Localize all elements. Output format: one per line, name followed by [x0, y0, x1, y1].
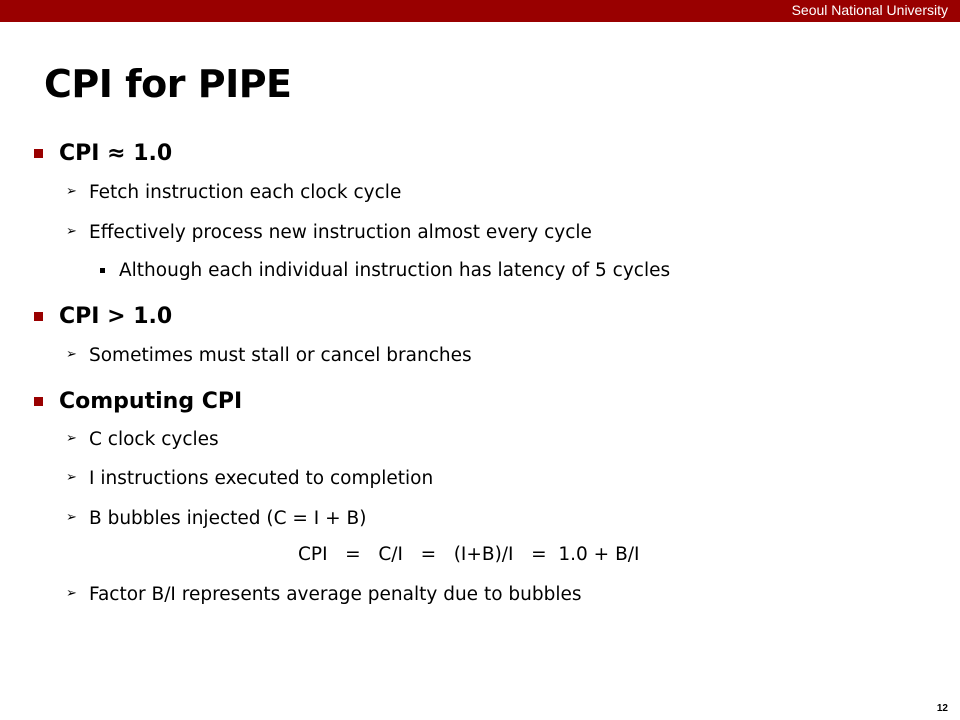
- arrow-bullet-icon: ➢: [66, 224, 77, 239]
- square-bullet-icon: [34, 312, 43, 321]
- bullet-text: Although each individual instruction has latency of 5 cycles: [119, 260, 671, 281]
- bullet-level3: [100, 258, 670, 284]
- bullet-level1: [34, 387, 242, 417]
- bullet-text: CPI ≈ 1.0: [59, 141, 173, 166]
- square-bullet-icon: [34, 397, 43, 406]
- bullet-text: Computing CPI: [59, 389, 243, 414]
- square-bullet-icon: [34, 149, 43, 158]
- arrow-bullet-icon: ➢: [66, 510, 77, 525]
- bullet-text: Fetch instruction each clock cycle: [89, 182, 402, 203]
- bullet-level2: [66, 343, 472, 369]
- bullet-text: Sometimes must stall or cancel branches: [89, 345, 472, 366]
- organization-name: Seoul National University: [791, 2, 948, 18]
- cpi-formula: CPI = C/I = (I+B)/I = 1.0 + B/I: [298, 544, 640, 565]
- bullet-text: Effectively process new instruction almost every cycle: [89, 222, 592, 243]
- bullet-level2: [66, 466, 433, 492]
- arrow-bullet-icon: ➢: [66, 431, 77, 446]
- bullet-level2: [66, 180, 401, 206]
- bullet-level2: [66, 506, 366, 532]
- bullet-level2: [66, 220, 592, 246]
- slide-title: CPI for PIPE: [44, 62, 292, 106]
- bullet-text: I instructions executed to completion: [89, 468, 434, 489]
- arrow-bullet-icon: ➢: [66, 347, 77, 362]
- bullet-level1: [34, 302, 172, 332]
- arrow-bullet-icon: ➢: [66, 586, 77, 601]
- arrow-bullet-icon: ➢: [66, 184, 77, 199]
- page-number: 12: [936, 703, 948, 714]
- bullet-text: C clock cycles: [89, 429, 219, 450]
- bullet-level1: [34, 139, 172, 169]
- header-bar: [0, 0, 960, 22]
- small-square-bullet-icon: [100, 268, 105, 273]
- bullet-text: CPI > 1.0: [59, 304, 173, 329]
- bullet-level2: [66, 582, 582, 608]
- bullet-text: B bubbles injected (C = I + B): [89, 508, 367, 529]
- bullet-level2: [66, 427, 219, 453]
- arrow-bullet-icon: ➢: [66, 470, 77, 485]
- bullet-text: Factor B/I represents average penalty due to bubbles: [89, 584, 582, 605]
